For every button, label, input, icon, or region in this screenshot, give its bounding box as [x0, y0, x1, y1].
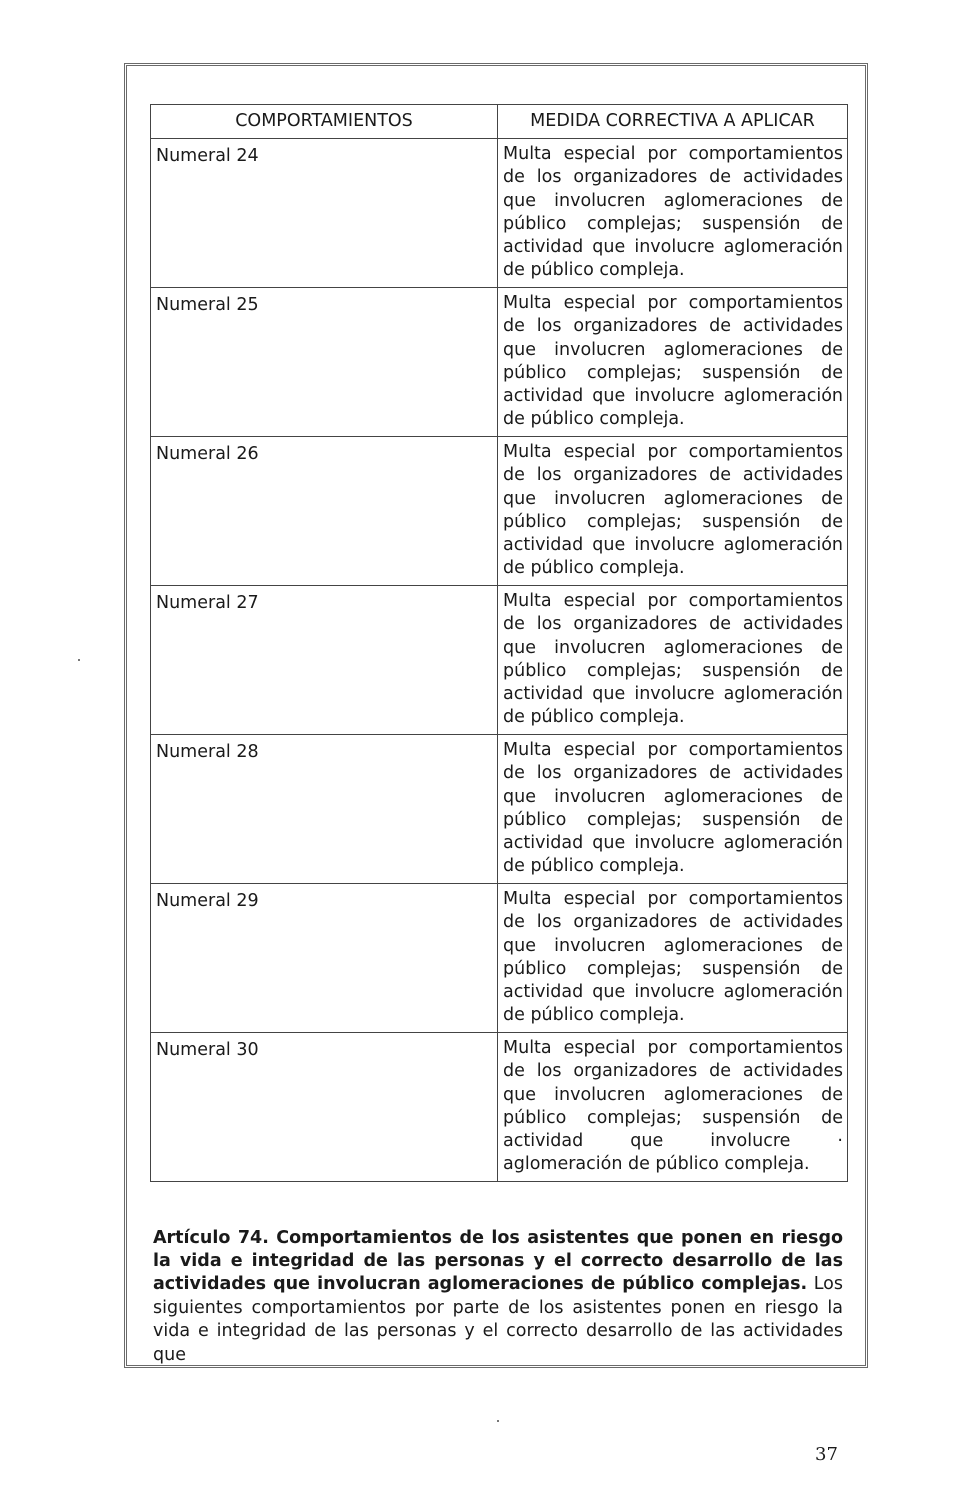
page-number: 37 [815, 1444, 838, 1465]
article-body: Los siguientes comportamientos por parte de los asistentes ponen en riesgo la vida e integridad de las personas y el correcto desarrollo de las actividades que [153, 1274, 843, 1365]
table-row [151, 586, 848, 735]
measures-table [150, 104, 848, 1182]
table-row [151, 884, 848, 1033]
comportamiento-cell: Numeral 24 [151, 139, 498, 288]
scan-speck [78, 659, 80, 661]
header-medida-correctiva: MEDIDA CORRECTIVA A APLICAR [498, 105, 848, 139]
medida-cell: Multa especial por comportamientos de los organizadores de actividades que involucren aglomeraciones de público complejas; suspensión de actividad que involucre aglomeración de público compleja. [498, 884, 848, 1033]
table-header-row [151, 105, 848, 139]
medida-cell: Multa especial por comportamientos de los organizadores de actividades que involucren aglomeraciones de público complejas; suspensión de actividad que involucre aglomeración de público compleja. [498, 139, 848, 288]
header-comportamientos: COMPORTAMIENTOS [151, 105, 498, 139]
table-row [151, 735, 848, 884]
article-74 [153, 1227, 843, 1367]
medida-cell: Multa especial por comportamientos de los organizadores de actividades que involucren aglomeraciones de público complejas; suspensión de actividad que involucre aglomeración de público compleja. [498, 288, 848, 437]
comportamiento-cell: Numeral 29 [151, 884, 498, 1033]
scan-speck [497, 1420, 499, 1422]
medida-cell: Multa especial por comportamientos de los organizadores de actividades que involucren aglomeraciones de público complejas; suspensión de actividad que involucre aglomeración de público compleja. [498, 586, 848, 735]
comportamiento-cell: Numeral 26 [151, 437, 498, 586]
comportamiento-cell: Numeral 28 [151, 735, 498, 884]
medida-cell: Multa especial por comportamientos de los organizadores de actividades que involucren aglomeraciones de público complejas; suspensión de actividad que involucre · aglomeración de público compleja. [498, 1033, 848, 1182]
comportamiento-cell: Numeral 30 [151, 1033, 498, 1182]
table-row [151, 1033, 848, 1182]
medida-cell: Multa especial por comportamientos de los organizadores de actividades que involucren aglomeraciones de público complejas; suspensión de actividad que involucre aglomeración de público compleja. [498, 735, 848, 884]
comportamiento-cell: Numeral 27 [151, 586, 498, 735]
medida-cell: Multa especial por comportamientos de los organizadores de actividades que involucren aglomeraciones de público complejas; suspensión de actividad que involucre aglomeración de público compleja. [498, 437, 848, 586]
table-row [151, 139, 848, 288]
table-row [151, 437, 848, 586]
table-row [151, 288, 848, 437]
article-heading: Artículo 74. Comportamientos de los asistentes que ponen en riesgo la vida e integridad de las personas y el correcto desarrollo de las actividades que involucran aglomeraciones de público complejas. [153, 1227, 843, 1295]
comportamiento-cell: Numeral 25 [151, 288, 498, 437]
